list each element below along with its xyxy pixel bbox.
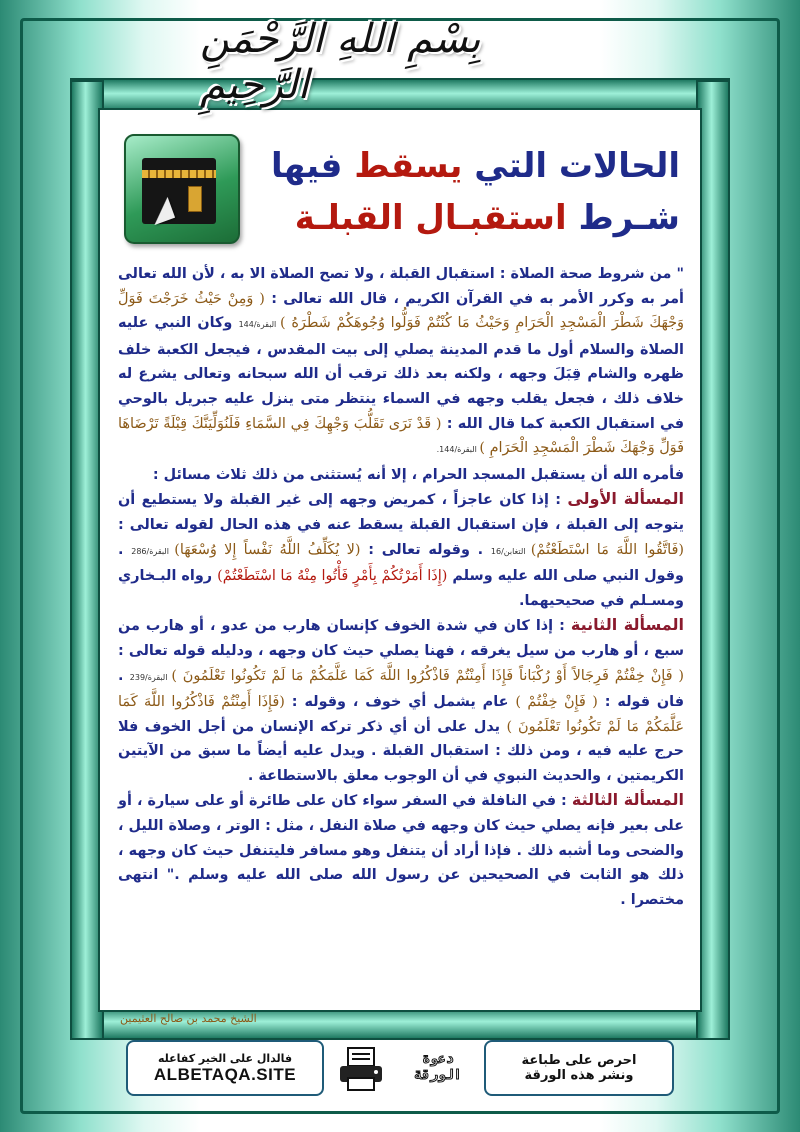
quran-verse: ( وَمِنْ حَيْثُ خَرَجْتَ فَوَلِّ وَجْهَكَ شَطْرَ الْمَسْجِدِ الْحَرَامِ وَحَيْثُ مَا كُنْتُمْ فَوَلُّوا وُجُوهَكُمْ شَطْرَهُ ) bbox=[118, 290, 685, 332]
title-line-1-highlight: يسقط bbox=[354, 146, 463, 186]
logo-line-2: الورقة bbox=[414, 1068, 462, 1083]
quran-verse: ( فَإِنْ خِفْتُمْ فَرِجَالاً أَوْ رُكْبَاناً فَإِذَا أَمِنْتُمْ فَاذْكُرُوا اللَّهَ كَمَا عَلَّمَكُمْ مَا لَمْ تَكُونُوا تَعْلَمُونَ ) bbox=[171, 667, 685, 684]
quran-verse: (لا يُكَلِّفُ اللَّهُ نَفْساً إِلا وُسْعَهَا) bbox=[174, 541, 361, 558]
title-line-2-part-1: شـرط bbox=[566, 198, 680, 238]
issue-three bbox=[118, 788, 684, 912]
logo-line-1: دعوة bbox=[422, 1052, 454, 1067]
issue-two-text: . فان قوله : bbox=[118, 667, 684, 711]
title-line-2 bbox=[260, 192, 680, 244]
footer-slogan: فالدال على الخير كفاعله bbox=[157, 1051, 293, 1065]
printer-icon bbox=[336, 1044, 386, 1094]
kaaba-band bbox=[142, 170, 216, 178]
quran-verse: ( قَدْ نَرَى تَقَلُّبَ وَجْهِكَ فِي السَّمَاءِ فَلَنُوَلِّيَنَّكَ قِبْلَةً تَرْضَاهَا فَوَلِّ وَجْهَكَ شَطْرَ الْمَسْجِدِ الْحَرَامِ ) bbox=[118, 415, 684, 457]
issue-three-text: : في النافلة في السفر سواء كان على طائرة أو على سيارة ، أو على بعير فإنه يصلي حيث كان وجهه في صلاة النفل ، مثل : الوتر ، وصلاة الليل ، والضحى وما أشبه ذلك . فإذا أراد أن يتنفل وهو مسافر فليتنفل حيث كان وجهه ، ذلك هو الثابت في الصحيحين عن رسول الله صلى الله عليه وسلم ." انتهى مختصرا . bbox=[118, 793, 684, 908]
issue-one-text: رواه البـخاري ومسـلم في صحيحيهما. bbox=[118, 568, 684, 609]
title-line-2-highlight: استقبـال القبلـة bbox=[294, 198, 567, 238]
quran-verse: (فَإِذَا أَمِنْتُمْ فَاذْكُرُوا اللَّهَ كَمَا عَلَّمَكُمْ مَا لَمْ تَكُونُوا تَعْلَمُونَ ) bbox=[118, 694, 684, 735]
title-line-1 bbox=[260, 140, 680, 192]
history-text: وكان النبي عليه الصلاة والسلام أول ما قدم المدينة يصلي إلى بيت المقدس ، فيجعل الكعبة خلف ظهره والشام قِبَلَ وجهه ، ولكنه بعد ذلك ترقب أن الله سبحانه وتعالى يشرع له خلاف ذلك ، فجعل يقلب وجهه في السماء ينتظر متى ينزل عليه جبريل بالوحي في استقبال الكعبة كما قال الله : bbox=[118, 315, 684, 432]
verse-reference: التغابن/16 bbox=[490, 546, 531, 556]
quran-verse: (فَاتَّقُوا اللَّهَ مَا اسْتَطَعْتُمْ) bbox=[530, 541, 684, 558]
issue-two-text: : إذا كان في شدة الخوف كإنسان هارب من عدو ، أو هارب من سبع ، أو هارب من سيل يغرقه ، فهنا يصلي حيث كان وجهه ، ودليله قوله تعالى : bbox=[118, 618, 684, 659]
verse-reference: البقرة/239 bbox=[129, 672, 172, 682]
title-line-1-part-2: فيها bbox=[271, 146, 355, 186]
issue-three-heading: المسألة الثالثة bbox=[571, 790, 685, 810]
verse-reference: البقرة/144. bbox=[436, 445, 480, 455]
verse-reference: البقرة/286 bbox=[131, 546, 175, 556]
issue-two bbox=[118, 613, 684, 788]
footer-site-link[interactable]: ALBETAQA.SITE bbox=[153, 1064, 297, 1084]
issue-one-heading: المسألة الأولى bbox=[567, 489, 685, 509]
verse-reference: البقرة/144 bbox=[238, 320, 281, 330]
quran-verse: ( فَإِنْ خِفْتُمْ ) bbox=[515, 694, 598, 711]
issue-two-heading: المسألة الثانية bbox=[570, 615, 685, 635]
title-line-1-part-1: الحالات التي bbox=[462, 146, 680, 186]
intro-paragraph bbox=[118, 262, 684, 463]
hadith-text: (إِذَا أَمَرْتُكُمْ بِأَمْرٍ فَأْتُوا مِنْهُ مَا اسْتَطَعْتُمْ) bbox=[217, 568, 448, 585]
footer-print-box bbox=[484, 1040, 674, 1096]
kaaba-icon bbox=[124, 134, 240, 244]
issue-two-text: يدل على أن أي ذكر تركه الإنسان من أجل الخوف فلا حرج عليه فيه ، ومن ذلك : استقبال القبلة . ويدل عليه أيضاً ما سبق من الآيتين الكريمتين ، والحديث النبوي في أن الوجوب معلق بالاستطاعة . bbox=[118, 718, 684, 784]
article-body bbox=[118, 262, 684, 982]
kaaba-door bbox=[188, 186, 202, 212]
issue-one-text: . وقوله تعالى : bbox=[360, 541, 491, 558]
exceptions-intro: فأمره الله أن يستقبل المسجد الحرام ، إلا أنه يُستثنى من ذلك ثلاث مسائل : bbox=[152, 466, 684, 483]
footer-site-box bbox=[126, 1040, 324, 1096]
basmala-calligraphy: بِسْمِ اللهِ الرَّحْمَنِ الرَّحِيمِ bbox=[200, 16, 481, 108]
footer-print-line-1: احرص على طباعة bbox=[521, 1053, 637, 1068]
page-title bbox=[260, 140, 680, 244]
dawa-warqa-logo bbox=[402, 1040, 474, 1096]
footer-print-line-2: ونشر هذه الورقة bbox=[524, 1068, 634, 1083]
issue-one-text: . وقول النبي صلى الله عليه وسلم bbox=[118, 541, 685, 585]
issue-one bbox=[118, 487, 684, 613]
intro-text: " من شروط صحة الصلاة : استقبال القبلة ، ولا تصح الصلاة الا به ، لأن الله تعالى أمر به وكرر الأمر به في القرآن الكريم ، قال الله تعالى : bbox=[118, 266, 684, 307]
issue-one-text: : إذا كان عاجزاً ، كمريض وجهه إلى غير القبلة ولا يستطيع أن يتوجه إلى القبلة ، فإن استقبال القبلة يسقط عنه في هذه الحال لقوله تعالى : bbox=[118, 492, 684, 533]
issue-two-text: عام يشمل أي خوف ، وقوله : bbox=[284, 694, 516, 711]
author-signature: الشيخ محمد بن صالح العثيمين bbox=[120, 1012, 257, 1025]
